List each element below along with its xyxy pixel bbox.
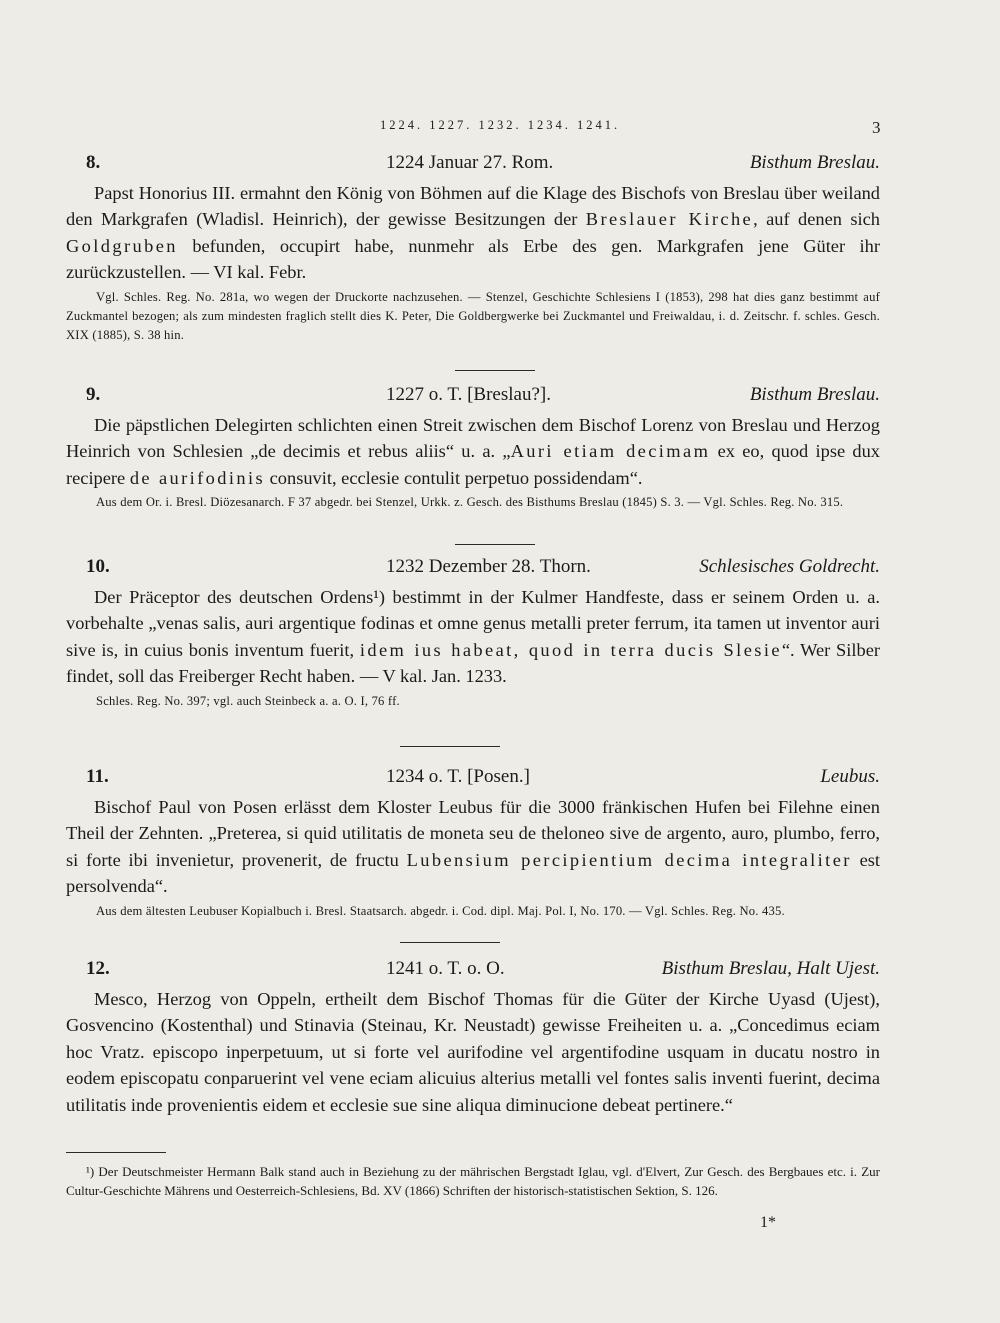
text-segment: Der Präceptor des deutschen Ordens¹) bestimmt in der Kulmer Handfeste, dass er seinem Orden u. a. vorbehalte „venas salis, auri argentique fodinas et omne genus metalli preter ferrum, ita tamen ut inventor auri sive is, in cuius bonis inventum fuerit, — [66, 587, 880, 660]
entry-9 — [66, 384, 880, 512]
running-head: 1224. 1227. 1232. 1234. 1241. — [379, 118, 621, 132]
entry-header — [66, 152, 880, 180]
entry-note: Schles. Reg. No. 397; vgl. auch Steinbeck a. a. O. I, 76 ff. — [96, 693, 400, 708]
entry-date: 1234 o. T. [Posen.] — [386, 766, 530, 787]
entry-header — [66, 766, 880, 794]
entry-text — [66, 794, 880, 900]
text-segment: Bischof Paul von Posen erlässt dem Kloster Leubus für die 3000 fränkischen Hufen bei Filehne einen Theil der Zehnten. „Preterea, si quid utilitatis de moneta seu de theloneo sive de argento, auro, plumbo, ferro, si forte ibi invenietur, provenerit, de fructu — [66, 797, 880, 870]
text-segment: “. Wer Silber findet, soll das Freiberger Recht haben. — V kal. Jan. 1233. — [66, 639, 880, 687]
entry-date: 1232 Dezember 28. Thorn. — [386, 556, 591, 577]
entry-note: Vgl. Schles. Reg. No. 281a, wo wegen der Druckorte nachzusehen. — Stenzel, Geschichte Schlesiens I (1853), 298 hat dies ganz bestimmt auf Zuckmantel bezogen; als zum mindesten fraglich stellt dies K. Peter, Die Goldbergwerke bei Zuckmantel und Freiwaldau, i. d. Zeitschr. f. schles. Gesch. XIX (1885), S. 38 hin. — [66, 289, 880, 342]
entry-place: Leubus. — [820, 766, 880, 787]
page-number: 3 — [872, 118, 881, 137]
entry-date: 1241 o. T. o. O. — [386, 958, 505, 979]
entry-note: Aus dem ältesten Leubuser Kopialbuch i. Bresl. Staatsarch. abgedr. i. Cod. dipl. Maj. Pol. I, No. 170. — Vgl. Schles. Reg. No. 435. — [96, 903, 785, 918]
spaced-text: Lubensium percipientium decima integraliter — [406, 849, 852, 870]
entry-text — [66, 180, 880, 286]
entry-header — [66, 556, 880, 584]
entry-10 — [66, 556, 880, 711]
entry-number: 12. — [86, 958, 110, 979]
entry-number: 11. — [86, 766, 109, 787]
text-segment: , auf denen sich — [753, 209, 880, 230]
text-segment: ex eo, quod ipse dux recipere — [66, 441, 881, 488]
footnote: ¹) Der Deutschmeister Hermann Balk stand auch in Beziehung zu der mährischen Bergstadt Iglau, vgl. d'Elvert, Zur Gesch. des Bergbaues etc. i. Zur Cultur-Geschichte Mährens und Oesterreich-Schlesiens, Bd. XV (1866) Schriften der historisch-statistischen Sektion, S. 126. — [66, 1164, 880, 1198]
divider — [455, 544, 535, 545]
entry-note: Aus dem Or. i. Bresl. Diözesanarch. F 37 abgedr. bei Stenzel, Urkk. z. Gesch. des Bisthums Breslau (1845) S. 3. — Vgl. Schles. Reg. No. 315. — [96, 495, 844, 510]
footnote-rule — [66, 1152, 166, 1153]
entry-header — [66, 384, 880, 412]
spaced-text: Auri etiam decimam — [510, 441, 711, 462]
entry-number: 8. — [86, 152, 101, 173]
spaced-text: de aurifodinis — [129, 467, 266, 488]
entry-text: Mesco, Herzog von Oppeln, ertheilt dem Bischof Thomas für die Güter der Kirche Uyasd (Ujest), Gosvencino (Kostenthal) und Stinavia (Steinau, Kr. Neustadt) gewisse Freiheiten u. a. „Concedimus eciam hoc Vratz. episcopo inperpetuum, ut si forte vel aurifodine vel argentifodine usquam in ducatu nostro in eodem episcopatu conparuerint vel vene eciam alicuius alterius metalli vel fontes salis inventi fuerint, decima utilitatis inde provenientis eidem et ecclesie sue sine aliqua diminucione debeat pertinere.“ — [66, 989, 880, 1115]
signature-mark: 1* — [760, 1214, 776, 1231]
entry-header — [66, 958, 880, 986]
entry-11 — [66, 766, 880, 921]
entry-8 — [66, 152, 880, 345]
entry-date: 1227 o. T. [Breslau?]. — [386, 384, 551, 405]
text-segment: est persolvenda“. — [66, 849, 880, 897]
divider — [455, 370, 535, 371]
text-segment: consuvit, ecclesie contulit perpetuo possidendam“. — [265, 467, 643, 488]
text-segment: befunden, occupirt habe, nunmehr als Erbe des gen. Markgrafen jene Güter ihr zurückzustellen. — VI kal. Febr. — [66, 235, 880, 283]
spaced-text: Breslauer Kirche — [585, 209, 754, 230]
entry-place: Bisthum Breslau. — [749, 384, 880, 405]
entry-place: Bisthum Breslau, Halt Ujest. — [661, 958, 880, 979]
entry-place: Schlesisches Goldrecht. — [699, 556, 880, 577]
entry-date: 1224 Januar 27. Rom. — [386, 152, 554, 173]
text-segment: Die päpstlichen Delegirten schlichten einen Streit zwischen dem Bischof Lorenz von Breslau und Herzog Heinrich von Schlesien „de decimis et rebus aliis“ u. a. „ — [66, 415, 880, 462]
entry-number: 10. — [86, 556, 110, 577]
entry-number: 9. — [86, 384, 101, 405]
spaced-text: idem ius habeat, quod in terra ducis Slesie — [359, 639, 782, 660]
divider — [400, 942, 500, 943]
spaced-text: Goldgruben — [66, 235, 178, 256]
entry-place: Bisthum Breslau. — [749, 152, 880, 173]
divider — [400, 746, 500, 747]
entry-text — [66, 412, 880, 491]
entry-12 — [66, 958, 880, 1118]
text-segment: Papst Honorius III. ermahnt den König von Böhmen auf die Klage des Bischofs von Breslau über weiland den Markgrafen (Wladisl. Heinrich), der gewisse Besitzungen der — [66, 183, 880, 230]
entry-text — [66, 584, 880, 690]
